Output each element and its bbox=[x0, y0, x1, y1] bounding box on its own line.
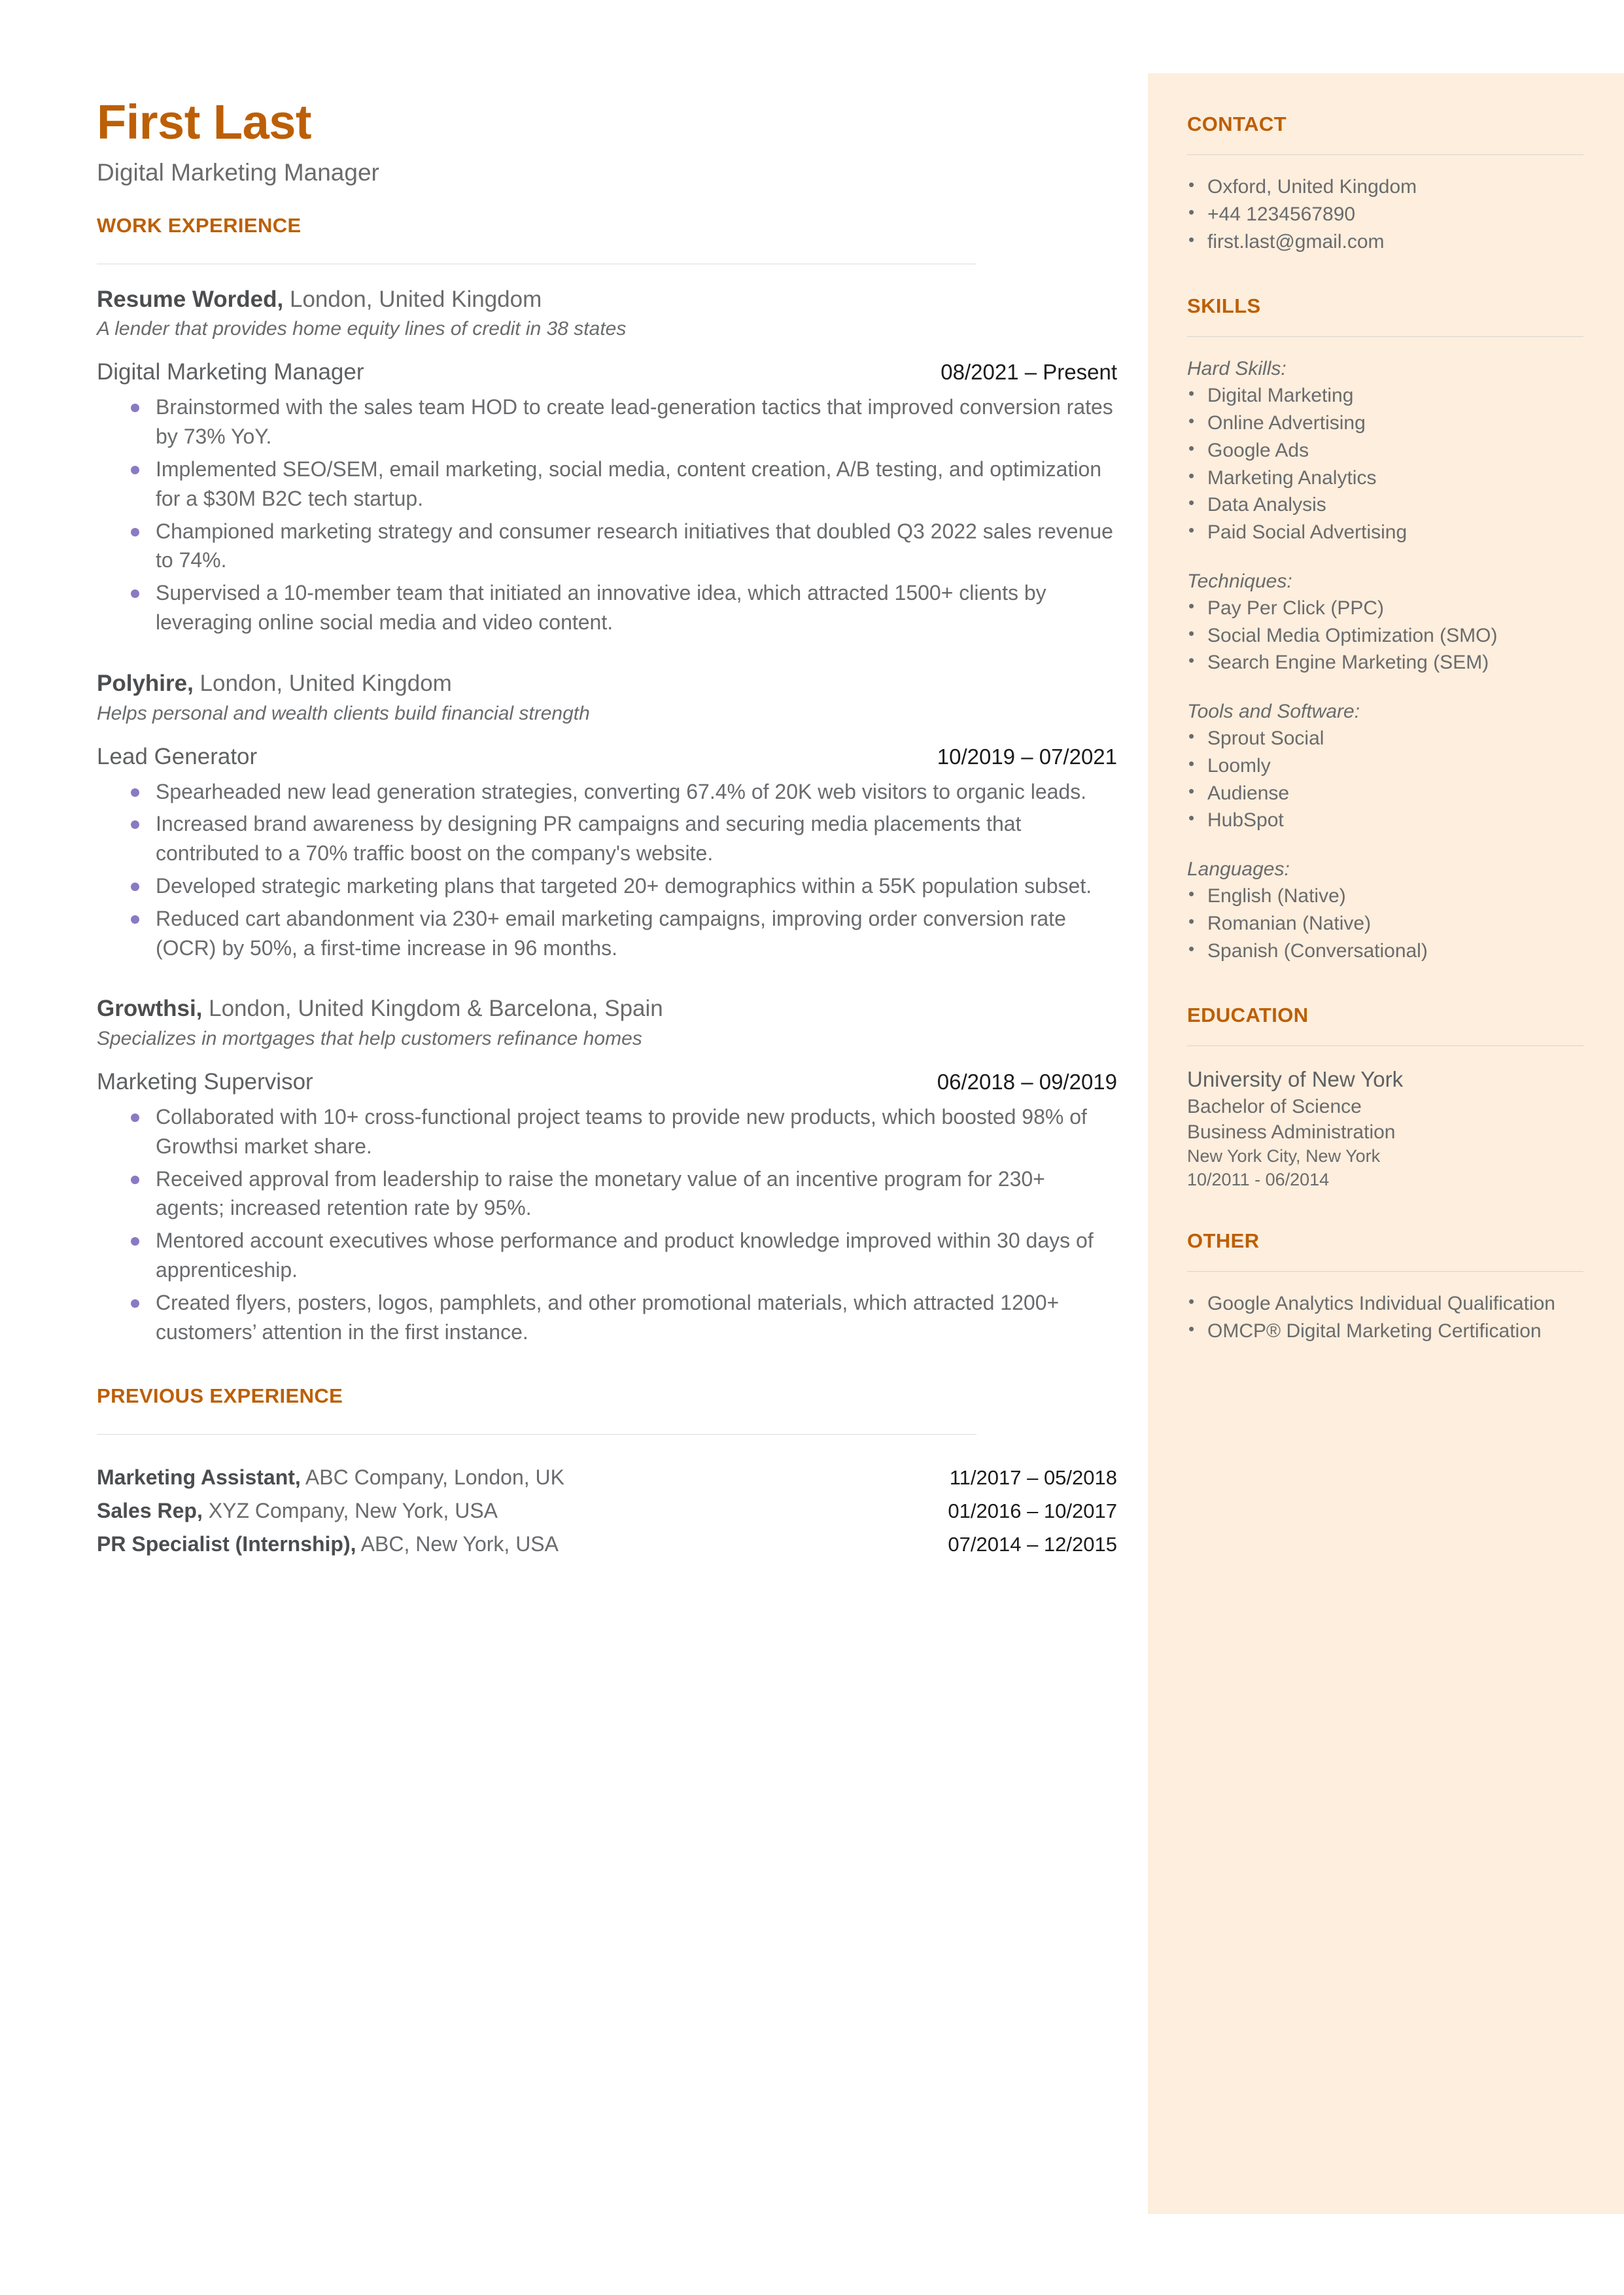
skills-section bbox=[1187, 294, 1583, 963]
main-column bbox=[97, 95, 1117, 1564]
job-role-title: Lead Generator bbox=[97, 743, 258, 769]
job-bullet: Implemented SEO/SEM, email marketing, social media, content creation, A/B testing, and optimization for a $30M B2C tech startup. bbox=[97, 455, 1117, 514]
job-role-row bbox=[97, 359, 1117, 386]
job-bullet: Spearheaded new lead generation strategies, converting 67.4% of 20K web visitors to organic leads. bbox=[97, 777, 1117, 807]
skills-heading: SKILLS bbox=[1187, 294, 1261, 318]
job-company-name: Growthsi, bbox=[97, 996, 203, 1022]
job-company-name: Polyhire, bbox=[97, 670, 194, 696]
job-entry bbox=[97, 669, 1117, 963]
jobs-container bbox=[97, 285, 1117, 1347]
spacer bbox=[97, 640, 1117, 669]
previous-role-dates: 07/2014 – 12/2015 bbox=[948, 1532, 1117, 1556]
previous-role-detail: XYZ Company, New York, USA bbox=[202, 1499, 498, 1523]
skills-group-label: Tools and Software: bbox=[1187, 701, 1360, 723]
previous-role-detail: ABC, New York, USA bbox=[356, 1532, 559, 1556]
education-heading: EDUCATION bbox=[1187, 1004, 1309, 1027]
previous-experience-row bbox=[97, 1464, 1117, 1491]
spacer bbox=[1187, 835, 1583, 857]
skill-item: • Audiense bbox=[1187, 781, 1583, 806]
skill-item: • Google Ads bbox=[1187, 438, 1583, 463]
spacer bbox=[1187, 256, 1583, 294]
job-company-location: London, United Kingdom bbox=[193, 670, 452, 696]
contact-item: • Oxford, United Kingdom bbox=[1187, 175, 1583, 200]
skill-item: • Paid Social Advertising bbox=[1187, 520, 1583, 545]
education-degree: Bachelor of Science bbox=[1187, 1096, 1362, 1118]
previous-experience-row bbox=[97, 1531, 1117, 1558]
skill-item: • Data Analysis bbox=[1187, 493, 1583, 517]
spacer bbox=[1187, 678, 1583, 699]
header-subtitle: Digital Marketing Manager bbox=[97, 159, 379, 186]
contact-list bbox=[1187, 175, 1583, 254]
job-company-description: Specializes in mortgages that help customers refinance homes bbox=[97, 1028, 642, 1050]
job-bullet: Created flyers, posters, logos, pamphlets, and other promotional materials, which attracted 1200+ customers’ attention in the first instance. bbox=[97, 1288, 1117, 1347]
contact-item: • +44 1234567890 bbox=[1187, 202, 1583, 227]
previous-experience-list bbox=[97, 1464, 1117, 1557]
job-bullet: Developed strategic marketing plans that targeted 20+ demographics within a 55K population subset. bbox=[97, 871, 1117, 901]
skill-item: • Sprout Social bbox=[1187, 726, 1583, 751]
education-location: New York City, New York bbox=[1187, 1146, 1381, 1166]
previous-experience-divider bbox=[97, 1434, 976, 1435]
skill-item: • Marketing Analytics bbox=[1187, 466, 1583, 491]
work-experience-heading: WORK EXPERIENCE bbox=[97, 213, 302, 237]
education-divider bbox=[1187, 1045, 1583, 1046]
job-role-row bbox=[97, 743, 1117, 771]
education-section bbox=[1187, 1004, 1583, 1191]
sidebar-panel bbox=[1148, 73, 1624, 2214]
previous-role-title: Sales Rep, bbox=[97, 1499, 203, 1523]
previous-role bbox=[97, 1498, 498, 1524]
skills-group-list bbox=[1187, 884, 1583, 963]
job-bullet-list bbox=[97, 777, 1117, 963]
job-bullet: Supervised a 10-member team that initiated an innovative idea, which attracted 1500+ clients by leveraging online social media and video content. bbox=[97, 578, 1117, 637]
skill-item: • Romanian (Native) bbox=[1187, 911, 1583, 936]
skill-item: • Spanish (Conversational) bbox=[1187, 939, 1583, 964]
job-company-name: Resume Worded, bbox=[97, 286, 284, 312]
other-item: • Google Analytics Individual Qualification bbox=[1187, 1291, 1583, 1316]
skills-group-label: Techniques: bbox=[1187, 570, 1292, 592]
spacer bbox=[1187, 548, 1583, 569]
previous-role-dates: 11/2017 – 05/2018 bbox=[949, 1466, 1117, 1490]
skill-item: • Social Media Optimization (SMO) bbox=[1187, 623, 1583, 648]
job-company-description: A lender that provides home equity lines of credit in 38 states bbox=[97, 318, 627, 340]
skill-item: • HubSpot bbox=[1187, 808, 1583, 833]
job-bullet: Increased brand awareness by designing PR campaigns and securing media placements that contributed to a 70% traffic boost on the company's website. bbox=[97, 809, 1117, 868]
job-bullet-list bbox=[97, 1102, 1117, 1346]
job-bullet: Collaborated with 10+ cross-functional project teams to provide new products, which boosted 98% of Growthsi market share. bbox=[97, 1102, 1117, 1161]
contact-heading: CONTACT bbox=[1187, 113, 1287, 135]
job-bullet: Received approval from leadership to raise the monetary value of an incentive program for 230+ agents; increased retention rate by 95%. bbox=[97, 1165, 1117, 1223]
previous-experience-block bbox=[97, 1384, 1117, 1557]
job-role-title: Digital Marketing Manager bbox=[97, 359, 364, 385]
spacer bbox=[1187, 1191, 1583, 1229]
education-field: Business Administration bbox=[1187, 1121, 1396, 1144]
job-role-title: Marketing Supervisor bbox=[97, 1069, 313, 1095]
skills-group-label: Hard Skills: bbox=[1187, 358, 1287, 380]
job-company bbox=[97, 285, 1117, 314]
job-role-row bbox=[97, 1068, 1117, 1096]
other-section bbox=[1187, 1229, 1583, 1344]
job-bullet: Reduced cart abandonment via 230+ email marketing campaigns, improving order conversion rate (OCR) by 50%, a first-time increase in 96 months. bbox=[97, 904, 1117, 963]
job-bullet: Brainstormed with the sales team HOD to create lead-generation tactics that improved conversion rates by 73% YoY. bbox=[97, 393, 1117, 451]
job-company-location: London, United Kingdom bbox=[283, 286, 542, 312]
job-company bbox=[97, 669, 1117, 698]
skill-item: • Online Advertising bbox=[1187, 411, 1583, 436]
previous-experience-row bbox=[97, 1498, 1117, 1524]
contact-item: • first.last@gmail.com bbox=[1187, 230, 1583, 254]
contact-divider bbox=[1187, 154, 1583, 155]
previous-role-dates: 01/2016 – 10/2017 bbox=[948, 1499, 1117, 1523]
skills-group-list bbox=[1187, 596, 1583, 675]
previous-role-title: PR Specialist (Internship), bbox=[97, 1532, 356, 1556]
previous-role bbox=[97, 1531, 559, 1557]
job-company-location: London, United Kingdom & Barcelona, Spain bbox=[202, 996, 663, 1022]
skills-group-list bbox=[1187, 726, 1583, 833]
skill-item: • English (Native) bbox=[1187, 884, 1583, 909]
previous-role-detail: ABC Company, London, UK bbox=[300, 1465, 564, 1490]
contact-section bbox=[1187, 113, 1583, 254]
job-entry bbox=[97, 994, 1117, 1346]
skills-divider bbox=[1187, 336, 1583, 337]
job-role-dates: 10/2019 – 07/2021 bbox=[937, 744, 1117, 769]
job-bullet: Mentored account executives whose performance and product knowledge improved within 30 days of apprenticeship. bbox=[97, 1226, 1117, 1285]
other-heading: OTHER bbox=[1187, 1229, 1260, 1253]
job-bullet: Championed marketing strategy and consumer research initiatives that doubled Q3 2022 sales revenue to 74%. bbox=[97, 517, 1117, 576]
skill-item: • Search Engine Marketing (SEM) bbox=[1187, 650, 1583, 675]
job-company-description: Helps personal and wealth clients build financial strength bbox=[97, 702, 590, 724]
previous-role bbox=[97, 1464, 564, 1490]
education-school: University of New York bbox=[1187, 1067, 1404, 1092]
skill-item: • Pay Per Click (PPC) bbox=[1187, 596, 1583, 621]
skills-groups bbox=[1187, 357, 1583, 963]
skills-group-list bbox=[1187, 383, 1583, 545]
job-entry bbox=[97, 285, 1117, 637]
skills-group-label: Languages: bbox=[1187, 858, 1290, 881]
other-list bbox=[1187, 1291, 1583, 1344]
spacer bbox=[1187, 966, 1583, 1004]
job-bullet-list bbox=[97, 393, 1117, 637]
previous-experience-heading: PREVIOUS EXPERIENCE bbox=[97, 1384, 343, 1408]
page-title: First Last bbox=[97, 95, 312, 149]
job-company bbox=[97, 994, 1117, 1023]
other-item: • OMCP® Digital Marketing Certification bbox=[1187, 1319, 1583, 1344]
previous-role-title: Marketing Assistant, bbox=[97, 1465, 301, 1490]
job-role-dates: 08/2021 – Present bbox=[941, 360, 1117, 385]
spacer bbox=[97, 966, 1117, 994]
other-divider bbox=[1187, 1271, 1583, 1272]
skill-item: • Digital Marketing bbox=[1187, 383, 1583, 408]
skill-item: • Loomly bbox=[1187, 754, 1583, 779]
job-role-dates: 06/2018 – 09/2019 bbox=[937, 1070, 1117, 1095]
education-dates: 10/2011 - 06/2014 bbox=[1187, 1169, 1330, 1189]
